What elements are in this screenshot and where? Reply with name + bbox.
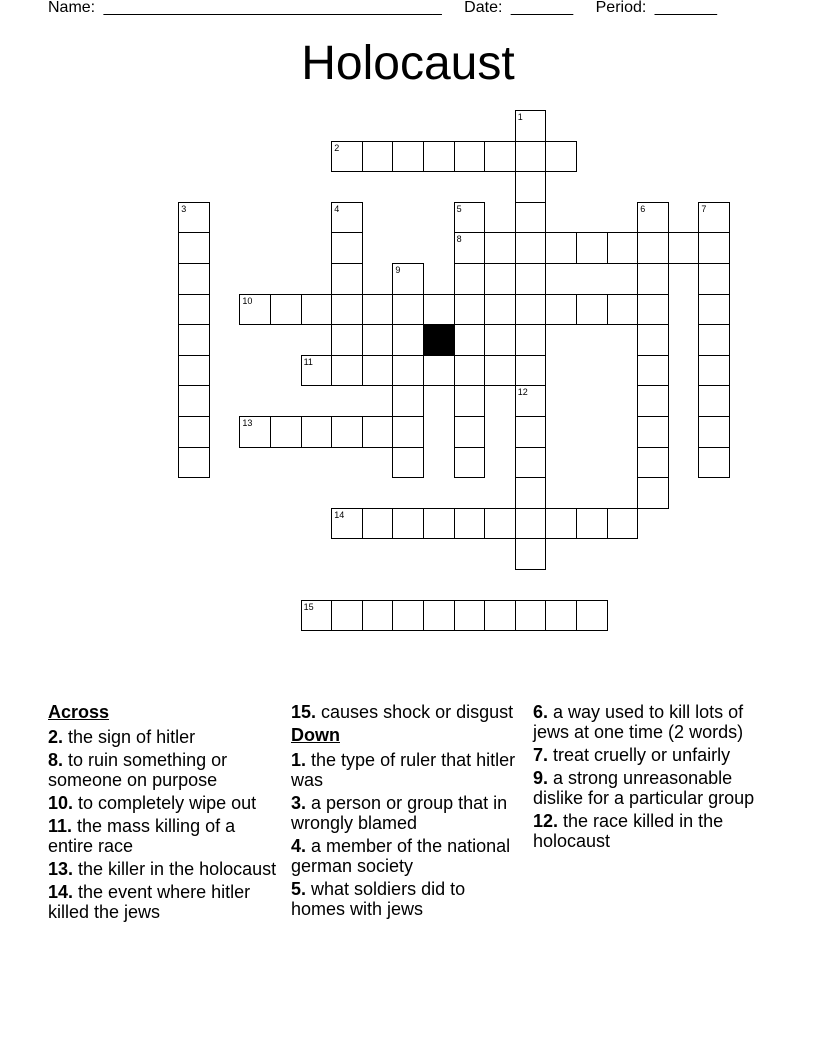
grid-cell[interactable] bbox=[698, 416, 730, 448]
clue-item-number: 3. bbox=[291, 793, 307, 813]
grid-cell[interactable] bbox=[515, 477, 547, 509]
grid-cell[interactable] bbox=[454, 385, 486, 417]
grid-cell[interactable] bbox=[423, 141, 455, 173]
grid-cell[interactable] bbox=[178, 355, 210, 387]
grid-cell[interactable] bbox=[331, 508, 363, 540]
grid-cell[interactable] bbox=[515, 416, 547, 448]
clue-number: 15 bbox=[303, 601, 314, 612]
grid-cell[interactable] bbox=[484, 600, 516, 632]
grid-cell[interactable] bbox=[515, 324, 547, 356]
clue-item-number: 12. bbox=[533, 811, 559, 831]
clue-item-number: 10. bbox=[48, 793, 74, 813]
grid-cell[interactable] bbox=[423, 355, 455, 387]
clue-item-text: the type of ruler that hitler was bbox=[291, 750, 516, 790]
clue-item bbox=[533, 702, 765, 742]
grid-cell[interactable] bbox=[362, 508, 394, 540]
grid-cell[interactable] bbox=[484, 508, 516, 540]
grid-cell[interactable] bbox=[698, 324, 730, 356]
grid-cell[interactable] bbox=[484, 232, 516, 264]
clue-number: 6 bbox=[640, 203, 646, 214]
grid-cell[interactable] bbox=[392, 294, 424, 326]
name-label: Name: bbox=[48, 0, 96, 16]
clue-item bbox=[291, 702, 523, 722]
grid-cell[interactable] bbox=[637, 447, 669, 479]
clue-item-number: 2. bbox=[48, 727, 64, 747]
clue-item bbox=[48, 727, 280, 747]
grid-cell[interactable] bbox=[454, 447, 486, 479]
clue-item bbox=[533, 811, 765, 851]
grid-cell[interactable] bbox=[545, 232, 577, 264]
grid-cell[interactable] bbox=[515, 508, 547, 540]
clue-number: 2 bbox=[334, 142, 340, 153]
clue-number: 11 bbox=[303, 356, 313, 367]
grid-cell[interactable] bbox=[637, 232, 669, 264]
clue-number: 13 bbox=[242, 418, 253, 428]
grid-cell[interactable] bbox=[515, 294, 547, 326]
grid-cell[interactable] bbox=[698, 385, 730, 417]
grid-cell[interactable] bbox=[484, 355, 516, 387]
grid-cell[interactable] bbox=[331, 324, 363, 356]
grid-cell[interactable] bbox=[698, 294, 730, 326]
clue-item-number: 9. bbox=[533, 768, 549, 788]
clue-column-1 bbox=[48, 702, 280, 925]
clue-item-text: a strong unreasonable dislike for a particular group bbox=[533, 768, 755, 808]
grid-cell[interactable] bbox=[454, 355, 486, 387]
clue-item-number: 4. bbox=[291, 836, 307, 856]
grid-cell[interactable] bbox=[454, 263, 486, 295]
grid-cell[interactable] bbox=[576, 508, 608, 540]
grid-cell[interactable] bbox=[454, 324, 486, 356]
grid-cell[interactable] bbox=[331, 202, 363, 234]
grid-cell[interactable] bbox=[301, 416, 333, 448]
grid-cell[interactable] bbox=[301, 294, 333, 326]
grid-cell[interactable] bbox=[637, 416, 669, 448]
grid-cell[interactable] bbox=[637, 324, 669, 356]
grid-cell[interactable] bbox=[515, 355, 547, 387]
grid-cell[interactable] bbox=[239, 416, 271, 448]
black-square bbox=[423, 324, 455, 356]
clue-item bbox=[291, 879, 523, 919]
grid-cell[interactable] bbox=[515, 600, 547, 632]
clue-number: 9 bbox=[395, 265, 401, 275]
grid-cell[interactable] bbox=[270, 416, 302, 448]
clue-item bbox=[291, 836, 523, 876]
grid-cell[interactable] bbox=[668, 232, 700, 264]
grid-cell[interactable] bbox=[331, 232, 363, 264]
clue-item-text: a member of the national german society bbox=[291, 836, 511, 876]
grid-cell[interactable] bbox=[698, 202, 730, 234]
grid-cell[interactable] bbox=[301, 355, 333, 387]
clue-item bbox=[48, 793, 280, 813]
grid-cell[interactable] bbox=[454, 141, 486, 173]
clue-item-text: the sign of hitler bbox=[63, 727, 196, 747]
grid-cell[interactable] bbox=[331, 355, 363, 387]
grid-cell[interactable] bbox=[515, 141, 547, 173]
clue-item-text: what soldiers did to homes with jews bbox=[291, 879, 466, 919]
grid-cell[interactable] bbox=[576, 232, 608, 264]
clue-item-text: a person or group that in wrongly blamed bbox=[291, 793, 508, 833]
date-field[interactable]: _______ bbox=[510, 0, 574, 16]
clue-item bbox=[291, 793, 523, 833]
grid-cell[interactable] bbox=[515, 385, 547, 417]
grid-cell[interactable] bbox=[362, 294, 394, 326]
grid-cell[interactable] bbox=[423, 508, 455, 540]
grid-cell[interactable] bbox=[392, 263, 424, 295]
grid-cell[interactable] bbox=[178, 263, 210, 295]
grid-cell[interactable] bbox=[392, 355, 424, 387]
clue-column-2 bbox=[291, 702, 523, 922]
grid-cell[interactable] bbox=[576, 294, 608, 326]
period-label: Period: bbox=[595, 0, 647, 16]
grid-cell[interactable] bbox=[484, 294, 516, 326]
grid-cell[interactable] bbox=[515, 263, 547, 295]
clue-item-text: to completely wipe out bbox=[73, 793, 257, 813]
period-field[interactable]: _______ bbox=[654, 0, 718, 16]
clue-item bbox=[48, 859, 280, 879]
clue-item-number: 13. bbox=[48, 859, 74, 879]
name-field[interactable]: ______________________________________ bbox=[103, 0, 442, 16]
grid-cell[interactable] bbox=[637, 202, 669, 234]
grid-cell[interactable] bbox=[545, 600, 577, 632]
clue-item-number: 1. bbox=[291, 750, 307, 770]
grid-cell[interactable] bbox=[607, 508, 639, 540]
clue-number: 7 bbox=[701, 203, 707, 214]
grid-cell[interactable] bbox=[454, 202, 486, 234]
clue-number: 5 bbox=[456, 203, 462, 214]
grid-cell[interactable] bbox=[454, 600, 486, 632]
grid-cell[interactable] bbox=[576, 600, 608, 632]
clue-heading: Down bbox=[291, 725, 340, 745]
grid-cell[interactable] bbox=[178, 447, 210, 479]
grid-cell[interactable] bbox=[484, 141, 516, 173]
grid-cell[interactable] bbox=[545, 508, 577, 540]
clue-item bbox=[533, 745, 765, 765]
grid-cell[interactable] bbox=[178, 294, 210, 326]
grid-cell[interactable] bbox=[331, 294, 363, 326]
grid-cell[interactable] bbox=[637, 294, 669, 326]
grid-cell[interactable] bbox=[331, 600, 363, 632]
grid-cell[interactable] bbox=[698, 232, 730, 264]
date-label: Date: bbox=[464, 0, 503, 16]
clue-column-3 bbox=[533, 702, 765, 854]
grid-cell[interactable] bbox=[454, 416, 486, 448]
clue-number: 4 bbox=[334, 203, 340, 214]
clue-item bbox=[533, 768, 765, 808]
clue-item-number: 5. bbox=[291, 879, 307, 899]
clue-item-number: 6. bbox=[533, 702, 549, 722]
grid-cell[interactable] bbox=[698, 355, 730, 387]
clue-item bbox=[48, 750, 280, 790]
grid-cell[interactable] bbox=[515, 171, 547, 203]
grid-cell[interactable] bbox=[362, 355, 394, 387]
clue-number: 10 bbox=[242, 295, 253, 306]
grid-cell[interactable] bbox=[607, 294, 639, 326]
clue-number: 8 bbox=[456, 234, 462, 245]
clue-item-number: 15. bbox=[291, 702, 317, 722]
grid-cell[interactable] bbox=[423, 294, 455, 326]
clue-heading: Across bbox=[48, 702, 110, 722]
clue-item-text: the mass killing of a entire race bbox=[48, 816, 236, 856]
grid-cell[interactable] bbox=[637, 385, 669, 417]
grid-cell[interactable] bbox=[698, 447, 730, 479]
clue-item-text: the race killed in the holocaust bbox=[533, 811, 724, 851]
grid-cell[interactable] bbox=[607, 232, 639, 264]
grid-cell[interactable] bbox=[239, 294, 271, 326]
grid-cell[interactable] bbox=[392, 324, 424, 356]
grid-cell[interactable] bbox=[270, 294, 302, 326]
grid-cell[interactable] bbox=[362, 416, 394, 448]
grid-cell[interactable] bbox=[362, 600, 394, 632]
grid-cell[interactable] bbox=[178, 324, 210, 356]
clue-item-number: 7. bbox=[533, 745, 549, 765]
grid-cell[interactable] bbox=[178, 232, 210, 264]
clue-item-text: a way used to kill lots of jews at one time (2 words) bbox=[533, 702, 744, 742]
grid-cell[interactable] bbox=[392, 600, 424, 632]
clue-number: 14 bbox=[334, 509, 345, 520]
clue-item bbox=[48, 882, 280, 922]
grid-cell[interactable] bbox=[178, 416, 210, 448]
clue-number: 3 bbox=[181, 203, 187, 214]
grid-cell[interactable] bbox=[392, 141, 424, 173]
clue-item bbox=[291, 750, 523, 790]
clue-item-text: to ruin something or someone on purpose bbox=[48, 750, 228, 790]
grid-cell[interactable] bbox=[515, 202, 547, 234]
grid-cell[interactable] bbox=[423, 600, 455, 632]
grid-cell[interactable] bbox=[637, 355, 669, 387]
grid-cell[interactable] bbox=[515, 110, 547, 142]
clue-number: 1 bbox=[517, 112, 523, 122]
clue-item-number: 14. bbox=[48, 882, 74, 902]
grid-cell[interactable] bbox=[331, 263, 363, 295]
grid-cell[interactable] bbox=[515, 447, 547, 479]
grid-cell[interactable] bbox=[178, 385, 210, 417]
grid-cell[interactable] bbox=[454, 232, 486, 264]
page-title: Holocaust bbox=[301, 37, 515, 90]
grid-cell[interactable] bbox=[392, 508, 424, 540]
grid-cell[interactable] bbox=[545, 294, 577, 326]
grid-cell[interactable] bbox=[637, 263, 669, 295]
grid-cell[interactable] bbox=[301, 600, 333, 632]
clue-item-text: treat cruelly or unfairly bbox=[548, 745, 731, 765]
clue-item-text: the event where hitler killed the jews bbox=[48, 882, 251, 922]
grid-cell[interactable] bbox=[545, 141, 577, 173]
clue-number: 12 bbox=[517, 387, 528, 398]
clue-item bbox=[48, 816, 280, 856]
clue-item-number: 11. bbox=[48, 816, 73, 836]
grid-cell[interactable] bbox=[362, 141, 394, 173]
grid-cell[interactable] bbox=[392, 385, 424, 417]
grid-cell[interactable] bbox=[515, 232, 547, 264]
clue-item-number: 8. bbox=[48, 750, 64, 770]
grid-cell[interactable] bbox=[484, 324, 516, 356]
grid-cell[interactable] bbox=[637, 477, 669, 509]
grid-cell[interactable] bbox=[698, 263, 730, 295]
clue-item-text: the killer in the holocaust bbox=[73, 859, 277, 879]
grid-cell[interactable] bbox=[392, 447, 424, 479]
grid-cell[interactable] bbox=[331, 416, 363, 448]
grid-cell[interactable] bbox=[178, 202, 210, 234]
grid-cell[interactable] bbox=[331, 141, 363, 173]
clue-item-text: causes shock or disgust bbox=[316, 702, 514, 722]
grid-cell[interactable] bbox=[515, 538, 547, 570]
grid-cell[interactable] bbox=[454, 508, 486, 540]
grid-cell[interactable] bbox=[454, 294, 486, 326]
grid-cell[interactable] bbox=[392, 416, 424, 448]
